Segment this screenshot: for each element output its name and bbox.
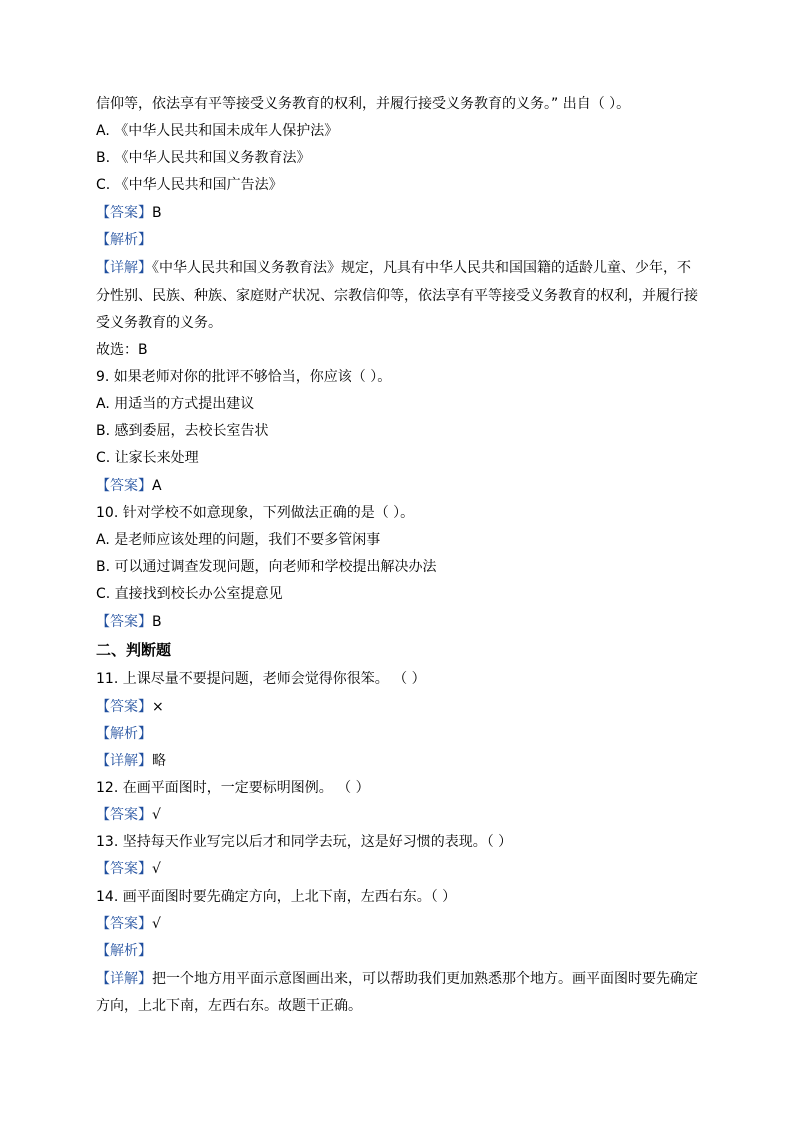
answer-line: 【答案】B xyxy=(96,614,162,630)
answer-line: 【答案】√ xyxy=(96,916,161,932)
question-11-stem: 11. 上课尽量不要提问题，老师会觉得你很笨。 （ ） xyxy=(96,671,426,687)
option-c: C. 《中华人民共和国广告法》 xyxy=(96,177,283,193)
option-c: C. 让家长来处理 xyxy=(96,450,199,466)
answer-line: 【答案】√ xyxy=(96,861,161,877)
option-b: B. 《中华人民共和国义务教育法》 xyxy=(96,150,311,166)
question-8-stem-continued: 信仰等，依法享有平等接受义务教育的权利，并履行接受义务教育的义务。” 出自（ ）。 xyxy=(96,96,631,112)
answer-line: 【答案】√ xyxy=(96,807,161,823)
section-heading: 二、判断题 xyxy=(96,641,172,659)
answer-line: 【答案】B xyxy=(96,205,162,221)
analysis-label: 【解析】 xyxy=(96,232,152,248)
question-13-stem: 13. 坚持每天作业写完以后才和同学去玩，这是好习惯的表现。（ ） xyxy=(96,834,513,850)
explanation-line: 【详解】略 xyxy=(96,753,166,769)
analysis-label: 【解析】 xyxy=(96,943,152,959)
explanation-line: 【详解】《中华人民共和国义务教育法》规定，凡具有中华人民共和国国籍的适龄儿童、少年，不 xyxy=(96,260,691,276)
option-a: A. 《中华人民共和国未成年人保护法》 xyxy=(96,123,339,139)
option-c: C. 直接找到校长办公室提意见 xyxy=(96,586,283,602)
question-14-stem: 14. 画平面图时要先确定方向，上北下南，左西右东。（ ） xyxy=(96,889,457,905)
question-12-stem: 12. 在画平面图时，一定要标明图例。 （ ） xyxy=(96,780,370,796)
analysis-label: 【解析】 xyxy=(96,726,152,742)
selection-line: 故选：B xyxy=(96,342,148,358)
question-9-stem: 9. 如果老师对你的批评不够恰当，你应该（ ）。 xyxy=(96,369,392,385)
explanation-line: 分性别、民族、种族、家庭财产状况、宗教信仰等，依法享有平等接受义务教育的权利，并履行接 xyxy=(96,288,698,304)
explanation-line: 受义务教育的义务。 xyxy=(96,315,222,331)
option-b: B. 感到委屈，去校长室告状 xyxy=(96,423,269,439)
explanation-line: 方向，上北下南，左西右东。故题干正确。 xyxy=(96,998,362,1014)
option-a: A. 用适当的方式提出建议 xyxy=(96,396,255,412)
option-a: A. 是老师应该处理的问题，我们不要多管闲事 xyxy=(96,532,381,548)
explanation-line: 【详解】把一个地方用平面示意图画出来，可以帮助我们更加熟悉那个地方。画平面图时要先确定 xyxy=(96,971,698,987)
option-b: B. 可以通过调查发现问题，向老师和学校提出解决办法 xyxy=(96,559,437,575)
question-10-stem: 10. 针对学校不如意现象，下列做法正确的是（ ）。 xyxy=(96,505,415,521)
answer-line: 【答案】A xyxy=(96,478,162,494)
answer-line: 【答案】× xyxy=(96,699,164,715)
